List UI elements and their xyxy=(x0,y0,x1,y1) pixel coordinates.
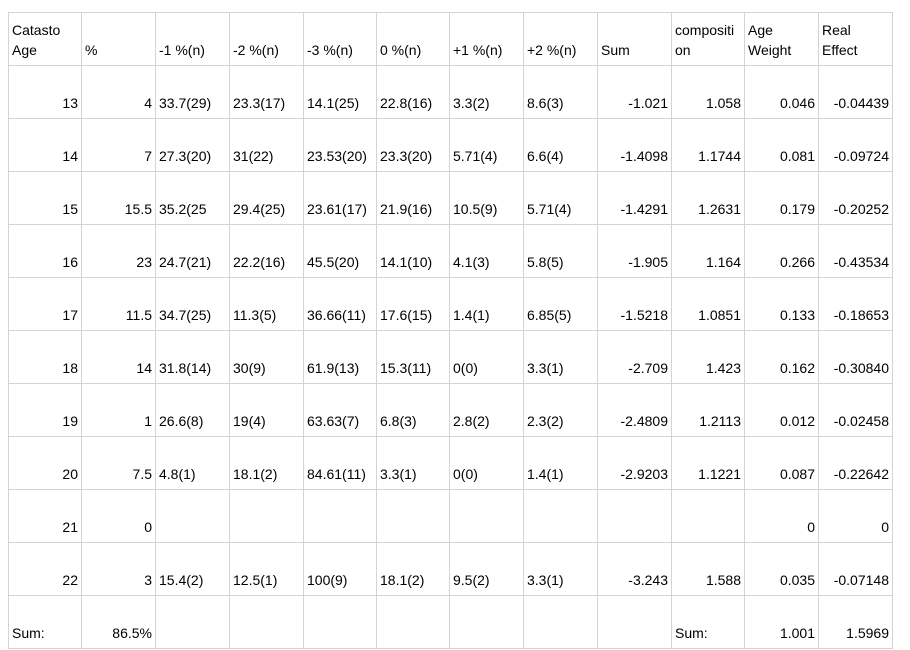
cell[interactable]: 14 xyxy=(9,119,82,172)
cell[interactable]: -2.4809 xyxy=(598,384,672,437)
cell[interactable]: 27.3(20) xyxy=(156,119,230,172)
cell[interactable]: 19 xyxy=(9,384,82,437)
cell[interactable]: 86.5% xyxy=(82,596,156,649)
table-row xyxy=(9,119,893,172)
cell[interactable]: 0.179 xyxy=(745,172,819,225)
cell[interactable]: 6.85(5) xyxy=(524,278,598,331)
cell[interactable]: 1.0851 xyxy=(672,278,745,331)
cell[interactable]: 1.1744 xyxy=(672,119,745,172)
cell[interactable]: Catasto Age xyxy=(9,13,82,66)
cell[interactable]: compositi on xyxy=(672,13,745,66)
cell[interactable]: 1.2113 xyxy=(672,384,745,437)
cell[interactable]: 17.6(15) xyxy=(377,278,450,331)
cell[interactable]: 0.087 xyxy=(745,437,819,490)
cell[interactable]: 31(22) xyxy=(230,119,304,172)
cell[interactable]: -0.04439 xyxy=(819,66,893,119)
cell[interactable]: -2 %(n) xyxy=(230,13,304,66)
cell[interactable]: 1.058 xyxy=(672,66,745,119)
table-row xyxy=(9,278,893,331)
cell[interactable]: -0.18653 xyxy=(819,278,893,331)
cell[interactable]: 20 xyxy=(9,437,82,490)
cell[interactable]: 11.3(5) xyxy=(230,278,304,331)
spreadsheet-table xyxy=(8,12,893,649)
cell[interactable]: +1 %(n) xyxy=(450,13,524,66)
cell[interactable]: 18.1(2) xyxy=(230,437,304,490)
cell[interactable]: 1 xyxy=(82,384,156,437)
cell[interactable]: -3.243 xyxy=(598,543,672,596)
cell[interactable]: 13 xyxy=(9,66,82,119)
cell[interactable] xyxy=(304,596,377,649)
cell[interactable]: 3.3(1) xyxy=(524,543,598,596)
cell[interactable] xyxy=(598,490,672,543)
cell[interactable]: 5.71(4) xyxy=(450,119,524,172)
cell[interactable]: 15 xyxy=(9,172,82,225)
cell[interactable]: 1.5969 xyxy=(819,596,893,649)
cell[interactable]: -3 %(n) xyxy=(304,13,377,66)
cell[interactable]: 84.61(11) xyxy=(304,437,377,490)
cell[interactable]: 15.5 xyxy=(82,172,156,225)
cell[interactable]: -0.30840 xyxy=(819,331,893,384)
cell[interactable]: 0.046 xyxy=(745,66,819,119)
cell[interactable] xyxy=(377,596,450,649)
cell[interactable]: 2.8(2) xyxy=(450,384,524,437)
table-row xyxy=(9,331,893,384)
table-row xyxy=(9,66,893,119)
cell[interactable]: 0 xyxy=(82,490,156,543)
cell[interactable]: 18.1(2) xyxy=(377,543,450,596)
cell[interactable]: 0(0) xyxy=(450,437,524,490)
cell[interactable]: 23.61(17) xyxy=(304,172,377,225)
cell[interactable]: -0.02458 xyxy=(819,384,893,437)
cell[interactable]: 4.1(3) xyxy=(450,225,524,278)
table-row xyxy=(9,543,893,596)
cell[interactable]: 0.081 xyxy=(745,119,819,172)
cell[interactable]: 1.164 xyxy=(672,225,745,278)
table-row xyxy=(9,490,893,543)
cell[interactable]: 3.3(1) xyxy=(524,331,598,384)
cell[interactable]: % xyxy=(82,13,156,66)
cell[interactable]: -1.4098 xyxy=(598,119,672,172)
cell[interactable] xyxy=(304,490,377,543)
cell[interactable]: 2.3(2) xyxy=(524,384,598,437)
cell[interactable]: 0.133 xyxy=(745,278,819,331)
cell[interactable]: 23 xyxy=(82,225,156,278)
cell[interactable]: 1.2631 xyxy=(672,172,745,225)
cell[interactable]: 14 xyxy=(82,331,156,384)
cell[interactable]: 8.6(3) xyxy=(524,66,598,119)
cell[interactable]: Sum: xyxy=(9,596,82,649)
cell[interactable]: 4 xyxy=(82,66,156,119)
cell[interactable]: 0.162 xyxy=(745,331,819,384)
cell[interactable]: -2.709 xyxy=(598,331,672,384)
cell[interactable]: 1.423 xyxy=(672,331,745,384)
table-row xyxy=(9,172,893,225)
cell[interactable]: 45.5(20) xyxy=(304,225,377,278)
cell[interactable]: 1.588 xyxy=(672,543,745,596)
cell[interactable]: 4.8(1) xyxy=(156,437,230,490)
cell[interactable]: 10.5(9) xyxy=(450,172,524,225)
cell[interactable]: 0.012 xyxy=(745,384,819,437)
cell[interactable]: 100(9) xyxy=(304,543,377,596)
cell[interactable] xyxy=(230,490,304,543)
cell[interactable]: 1.4(1) xyxy=(524,437,598,490)
cell[interactable]: 1.4(1) xyxy=(450,278,524,331)
cell[interactable] xyxy=(524,596,598,649)
cell[interactable]: 0.035 xyxy=(745,543,819,596)
cell[interactable]: 1.001 xyxy=(745,596,819,649)
cell[interactable]: -1 %(n) xyxy=(156,13,230,66)
cell[interactable]: 5.71(4) xyxy=(524,172,598,225)
cell[interactable]: 11.5 xyxy=(82,278,156,331)
cell[interactable]: -1.905 xyxy=(598,225,672,278)
cell[interactable]: 61.9(13) xyxy=(304,331,377,384)
cell[interactable]: 29.4(25) xyxy=(230,172,304,225)
cell[interactable] xyxy=(524,490,598,543)
cell[interactable] xyxy=(672,490,745,543)
cell[interactable]: 7.5 xyxy=(82,437,156,490)
cell[interactable] xyxy=(156,490,230,543)
cell[interactable]: -1.4291 xyxy=(598,172,672,225)
cell[interactable]: 31.8(14) xyxy=(156,331,230,384)
cell[interactable]: Age Weight xyxy=(745,13,819,66)
cell[interactable]: 17 xyxy=(9,278,82,331)
cell[interactable] xyxy=(230,596,304,649)
cell[interactable]: 23.53(20) xyxy=(304,119,377,172)
cell[interactable]: -0.07148 xyxy=(819,543,893,596)
cell[interactable]: 15.4(2) xyxy=(156,543,230,596)
cell[interactable]: -0.43534 xyxy=(819,225,893,278)
cell[interactable] xyxy=(598,596,672,649)
cell[interactable]: 63.63(7) xyxy=(304,384,377,437)
cell[interactable]: -0.22642 xyxy=(819,437,893,490)
cell[interactable]: 21 xyxy=(9,490,82,543)
cell[interactable]: Sum xyxy=(598,13,672,66)
cell[interactable]: Real Effect xyxy=(819,13,893,66)
cell[interactable]: -1.021 xyxy=(598,66,672,119)
cell[interactable]: 34.7(25) xyxy=(156,278,230,331)
cell[interactable]: 3 xyxy=(82,543,156,596)
cell[interactable]: -0.20252 xyxy=(819,172,893,225)
cell[interactable]: 0(0) xyxy=(450,331,524,384)
cell[interactable]: 14.1(25) xyxy=(304,66,377,119)
cell[interactable]: 16 xyxy=(9,225,82,278)
cell[interactable]: 3.3(2) xyxy=(450,66,524,119)
cell[interactable]: 0 %(n) xyxy=(377,13,450,66)
cell[interactable]: -0.09724 xyxy=(819,119,893,172)
cell[interactable]: 12.5(1) xyxy=(230,543,304,596)
cell[interactable]: 3.3(1) xyxy=(377,437,450,490)
cell[interactable] xyxy=(450,596,524,649)
footer-row xyxy=(9,596,893,649)
cell[interactable]: +2 %(n) xyxy=(524,13,598,66)
cell[interactable]: 14.1(10) xyxy=(377,225,450,278)
cell[interactable]: 0 xyxy=(819,490,893,543)
cell[interactable]: 15.3(11) xyxy=(377,331,450,384)
table-row xyxy=(9,384,893,437)
cell[interactable]: 23.3(20) xyxy=(377,119,450,172)
cell[interactable]: 9.5(2) xyxy=(450,543,524,596)
cell[interactable]: 5.8(5) xyxy=(524,225,598,278)
cell[interactable]: 23.3(17) xyxy=(230,66,304,119)
cell[interactable] xyxy=(377,490,450,543)
cell[interactable]: 21.9(16) xyxy=(377,172,450,225)
cell[interactable]: 30(9) xyxy=(230,331,304,384)
cell[interactable]: 22.8(16) xyxy=(377,66,450,119)
cell[interactable]: 26.6(8) xyxy=(156,384,230,437)
table-row xyxy=(9,437,893,490)
cell[interactable]: -1.5218 xyxy=(598,278,672,331)
cell[interactable]: 7 xyxy=(82,119,156,172)
cell[interactable] xyxy=(450,490,524,543)
cell[interactable]: 22.2(16) xyxy=(230,225,304,278)
cell[interactable]: 1.1221 xyxy=(672,437,745,490)
table-row xyxy=(9,225,893,278)
cell[interactable]: Sum: xyxy=(672,596,745,649)
cell[interactable]: 6.6(4) xyxy=(524,119,598,172)
cell[interactable]: 22 xyxy=(9,543,82,596)
cell[interactable]: 19(4) xyxy=(230,384,304,437)
cell[interactable]: 36.66(11) xyxy=(304,278,377,331)
cell[interactable]: 6.8(3) xyxy=(377,384,450,437)
cell[interactable]: 35.2(25 xyxy=(156,172,230,225)
cell[interactable]: -2.9203 xyxy=(598,437,672,490)
cell[interactable]: 33.7(29) xyxy=(156,66,230,119)
cell[interactable]: 0 xyxy=(745,490,819,543)
cell[interactable]: 24.7(21) xyxy=(156,225,230,278)
cell[interactable]: 18 xyxy=(9,331,82,384)
cell[interactable] xyxy=(156,596,230,649)
cell[interactable]: 0.266 xyxy=(745,225,819,278)
header-row xyxy=(9,13,893,66)
